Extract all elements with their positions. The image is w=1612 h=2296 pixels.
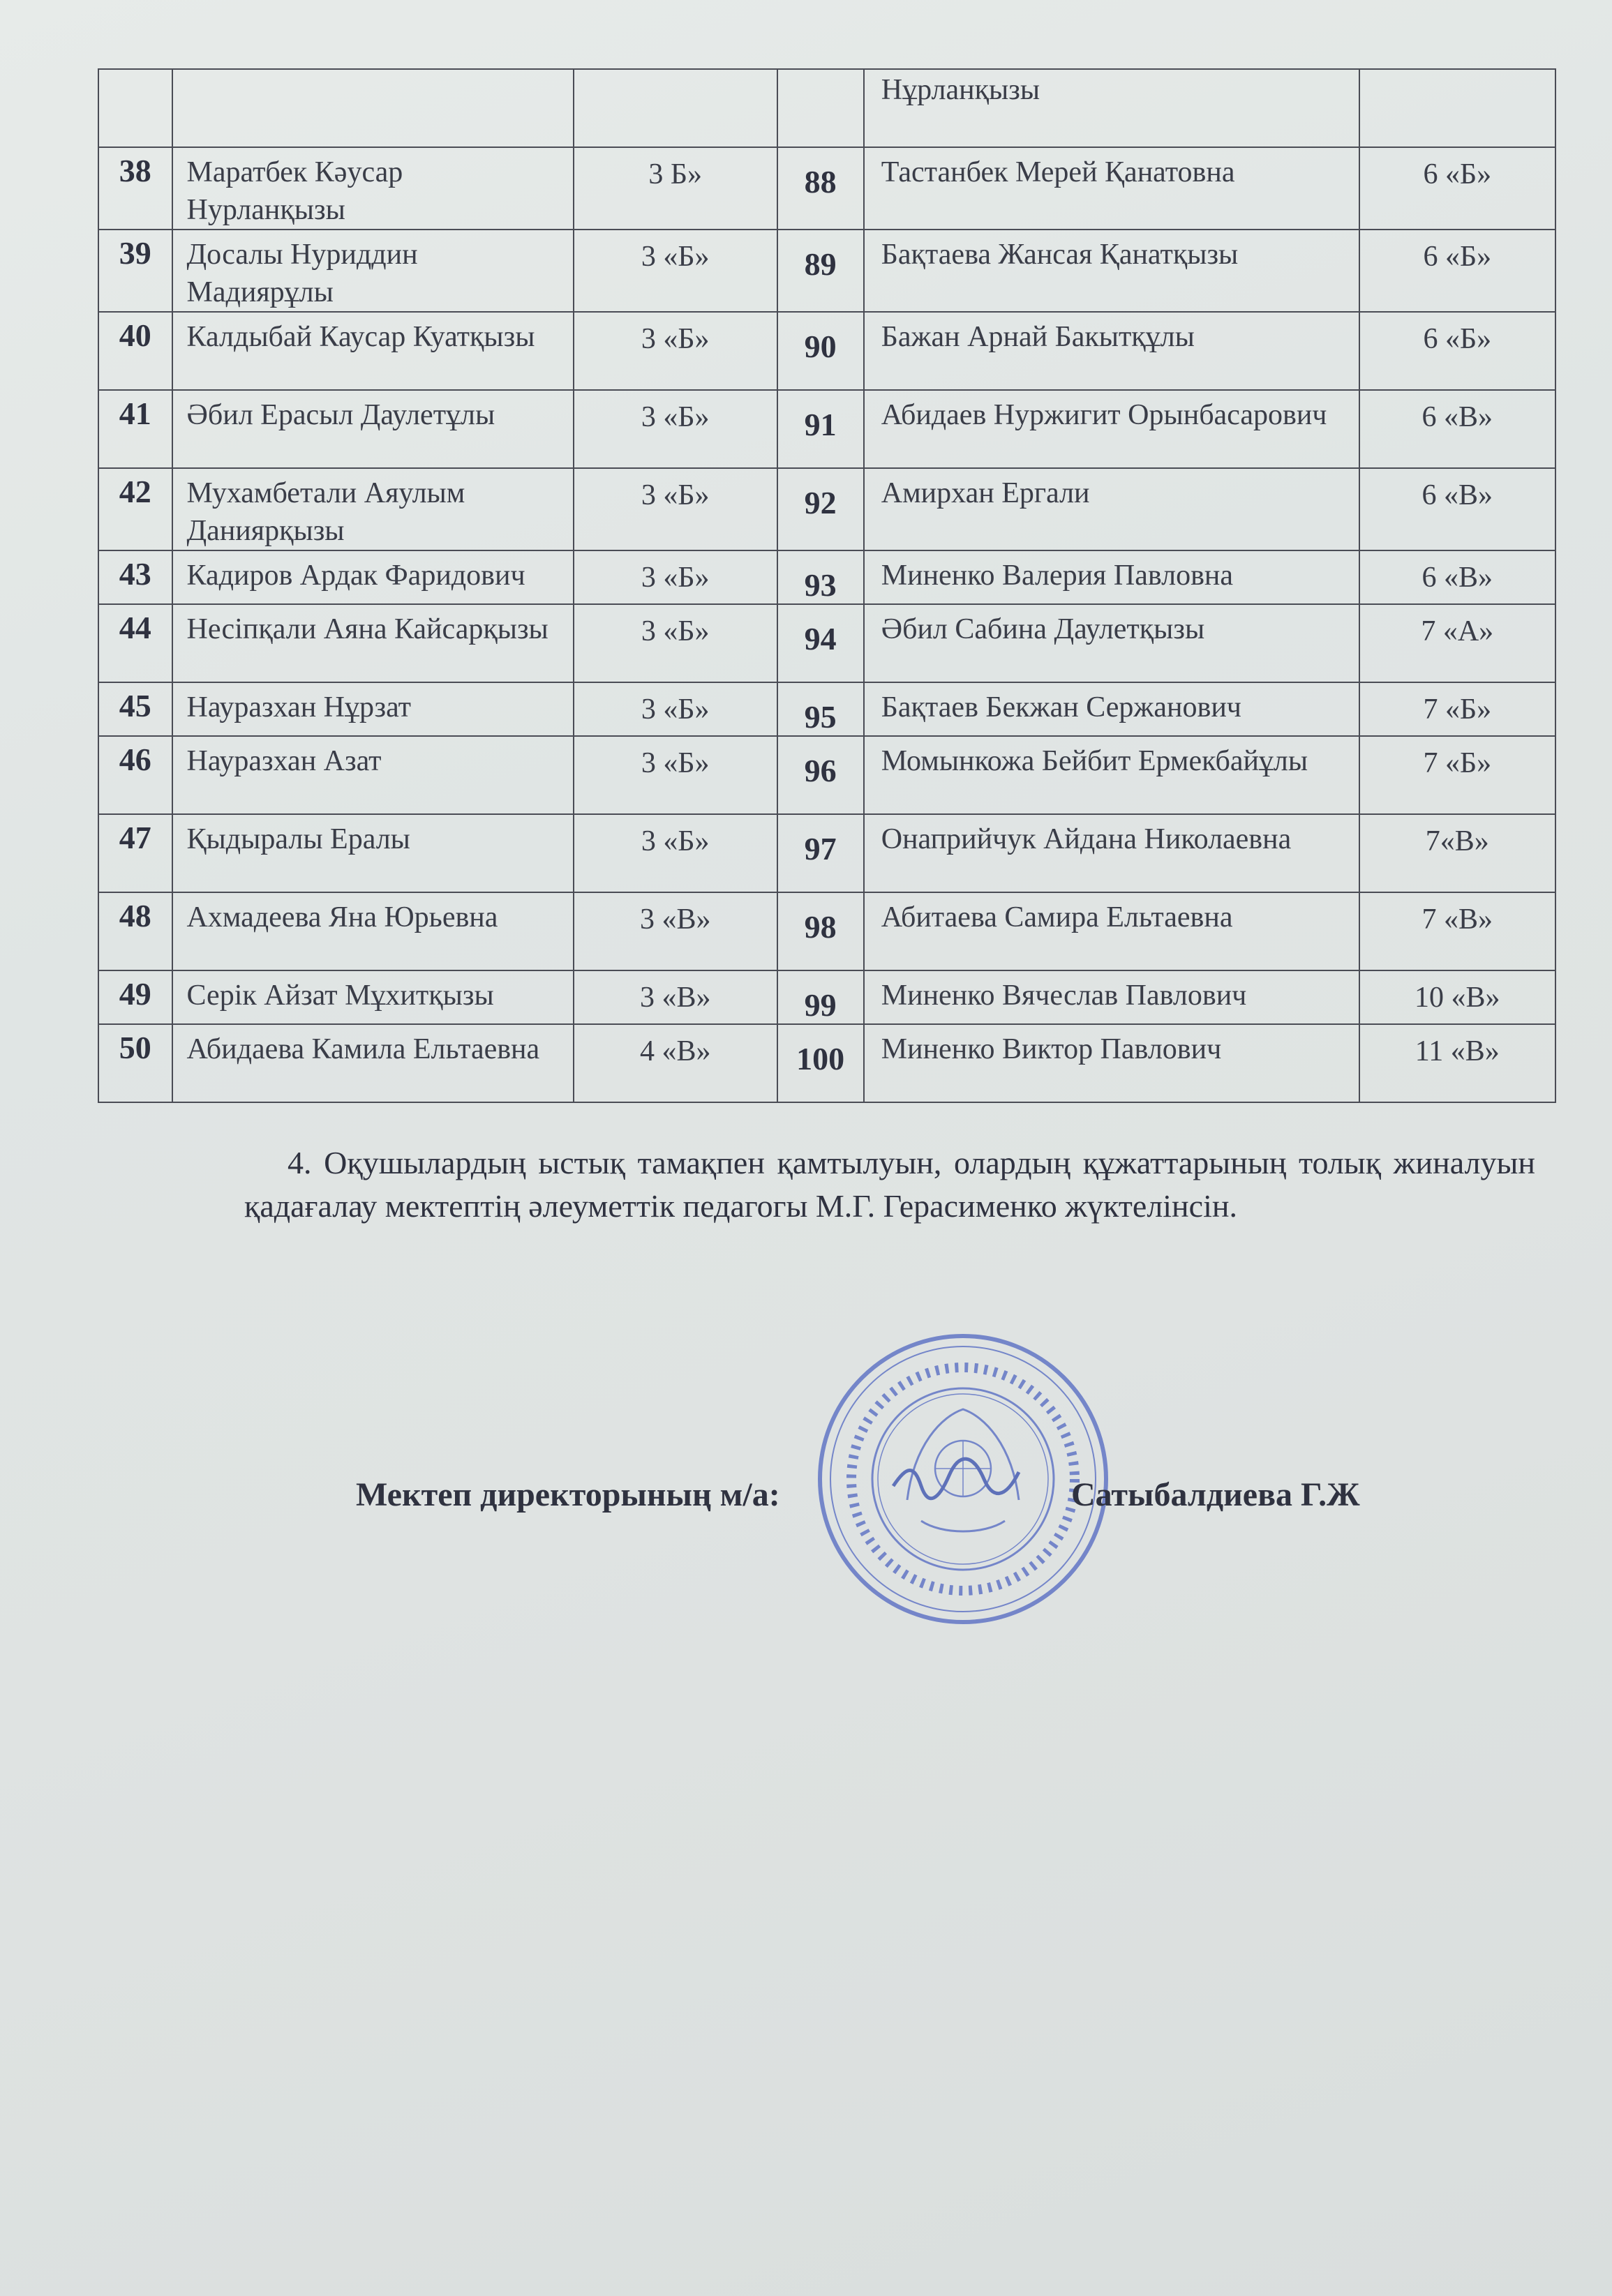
class-right: 7 «Б» — [1359, 736, 1555, 814]
row-number-right: 94 — [777, 604, 864, 682]
row-number-right: 97 — [777, 814, 864, 892]
row-number-left: 45 — [98, 682, 172, 736]
student-name-right: Миненко Виктор Павлович — [864, 1024, 1359, 1102]
row-number-left: 41 — [98, 390, 172, 468]
class-left: 4 «В» — [574, 1024, 777, 1102]
row-number-left: 42 — [98, 468, 172, 550]
table-row — [98, 814, 1555, 892]
row-number-right: 99 — [777, 970, 864, 1024]
student-name-left: Қыдыралы Ералы — [172, 814, 574, 892]
class-left: 3 «В» — [574, 892, 777, 970]
class-right: 7 «В» — [1359, 892, 1555, 970]
class-right: 7 «Б» — [1359, 682, 1555, 736]
row-number-right: 89 — [777, 230, 864, 312]
class-left: 3 «Б» — [574, 604, 777, 682]
instruction-paragraph: 4. Оқушылардың ыстық тамақпен қамтылуын, олардың құжаттарының толық жиналуын қадағалау мектептің әлеуметтік педагогы М.Г. Герасименко жүктелінсін. — [244, 1145, 1535, 1224]
cell-class-right — [1359, 69, 1555, 147]
table-row — [98, 147, 1555, 230]
class-left: 3 «Б» — [574, 682, 777, 736]
class-left: 3 «Б» — [574, 736, 777, 814]
class-left: 3 «Б» — [574, 230, 777, 312]
row-number-right: 100 — [777, 1024, 864, 1102]
signatory-name: Сатыбалдиева Г.Ж — [1071, 1476, 1360, 1513]
student-name-left: Серік Айзат Мұхитқызы — [172, 970, 574, 1024]
row-number-left: 47 — [98, 814, 172, 892]
class-left: 3 «Б» — [574, 390, 777, 468]
student-name-right: Бажан Арнай Бакытқұлы — [864, 312, 1359, 390]
class-right: 6 «Б» — [1359, 147, 1555, 230]
cell-name-right: Нұрланқызы — [864, 69, 1359, 147]
student-name-left: Ахмадеева Яна Юрьевна — [172, 892, 574, 970]
row-number-right: 91 — [777, 390, 864, 468]
class-left: 3 «Б» — [574, 814, 777, 892]
table-row — [98, 230, 1555, 312]
class-right: 10 «В» — [1359, 970, 1555, 1024]
table-row — [98, 390, 1555, 468]
row-number-left: 50 — [98, 1024, 172, 1102]
table-row — [98, 312, 1555, 390]
class-right: 6 «В» — [1359, 390, 1555, 468]
class-right: 6 «В» — [1359, 550, 1555, 604]
student-name-right: Абидаев Нуржигит Орынбасарович — [864, 390, 1359, 468]
student-name-right: Әбил Сабина Даулетқызы — [864, 604, 1359, 682]
class-right: 7«В» — [1359, 814, 1555, 892]
official-seal-icon — [809, 1326, 1117, 1633]
student-name-left: Мухамбетали Аяулым Даниярқызы — [172, 468, 574, 550]
class-left: 3 «Б» — [574, 312, 777, 390]
class-right: 7 «А» — [1359, 604, 1555, 682]
student-name-left: Кадиров Ардак Фаридович — [172, 550, 574, 604]
student-name-left: Абидаева Камила Ельтаевна — [172, 1024, 574, 1102]
row-number-right: 88 — [777, 147, 864, 230]
table-row — [98, 550, 1555, 604]
student-name-right: Миненко Валерия Павловна — [864, 550, 1359, 604]
row-number-right: 98 — [777, 892, 864, 970]
row-number-left: 46 — [98, 736, 172, 814]
student-name-right: Бақтаева Жансая Қанатқызы — [864, 230, 1359, 312]
row-number-right: 92 — [777, 468, 864, 550]
student-name-left: Маратбек Кәусар Нурланқызы — [172, 147, 574, 230]
row-number-right: 93 — [777, 550, 864, 604]
student-name-left: Несіпқали Аяна Кайсарқызы — [172, 604, 574, 682]
student-name-right: Бақтаев Бекжан Сержанович — [864, 682, 1359, 736]
row-number-left: 39 — [98, 230, 172, 312]
row-number-left: 44 — [98, 604, 172, 682]
class-left: 3 «Б» — [574, 468, 777, 550]
table-row — [98, 604, 1555, 682]
class-left: 3 Б» — [574, 147, 777, 230]
table-row — [98, 892, 1555, 970]
student-name-left: Калдыбай Каусар Куатқызы — [172, 312, 574, 390]
class-left: 3 «Б» — [574, 550, 777, 604]
student-list-table — [98, 68, 1556, 1103]
row-number-left: 49 — [98, 970, 172, 1024]
student-name-right: Миненко Вячеслав Павлович — [864, 970, 1359, 1024]
student-name-right: Амирхан Ергали — [864, 468, 1359, 550]
row-number-right: 90 — [777, 312, 864, 390]
row-number-left: 43 — [98, 550, 172, 604]
table-header-row — [98, 69, 1555, 147]
class-right: 11 «В» — [1359, 1024, 1555, 1102]
cell-name-left — [172, 69, 574, 147]
student-name-right: Тастанбек Мерей Қанатовна — [864, 147, 1359, 230]
row-number-left: 48 — [98, 892, 172, 970]
table-row — [98, 682, 1555, 736]
row-number-right: 95 — [777, 682, 864, 736]
signature-role: Мектеп директорының м/а: — [356, 1476, 780, 1513]
table-row — [98, 468, 1555, 550]
student-name-left: Науразхан Азат — [172, 736, 574, 814]
table-row — [98, 1024, 1555, 1102]
class-right: 6 «Б» — [1359, 312, 1555, 390]
table-row — [98, 970, 1555, 1024]
cell-num-left — [98, 69, 172, 147]
cell-class-left — [574, 69, 777, 147]
student-name-left: Әбил Ерасыл Даулетұлы — [172, 390, 574, 468]
student-name-right: Онаприйчук Айдана Николаевна — [864, 814, 1359, 892]
cell-num-right — [777, 69, 864, 147]
student-name-left: Науразхан Нұрзат — [172, 682, 574, 736]
class-left: 3 «В» — [574, 970, 777, 1024]
student-name-right: Абитаева Самира Ельтаевна — [864, 892, 1359, 970]
class-right: 6 «Б» — [1359, 230, 1555, 312]
row-number-left: 40 — [98, 312, 172, 390]
table-row — [98, 736, 1555, 814]
row-number-right: 96 — [777, 736, 864, 814]
class-right: 6 «В» — [1359, 468, 1555, 550]
student-name-left: Досалы Нуриддин Мадиярұлы — [172, 230, 574, 312]
row-number-left: 38 — [98, 147, 172, 230]
student-name-right: Момынкожа Бейбит Ермекбайұлы — [864, 736, 1359, 814]
